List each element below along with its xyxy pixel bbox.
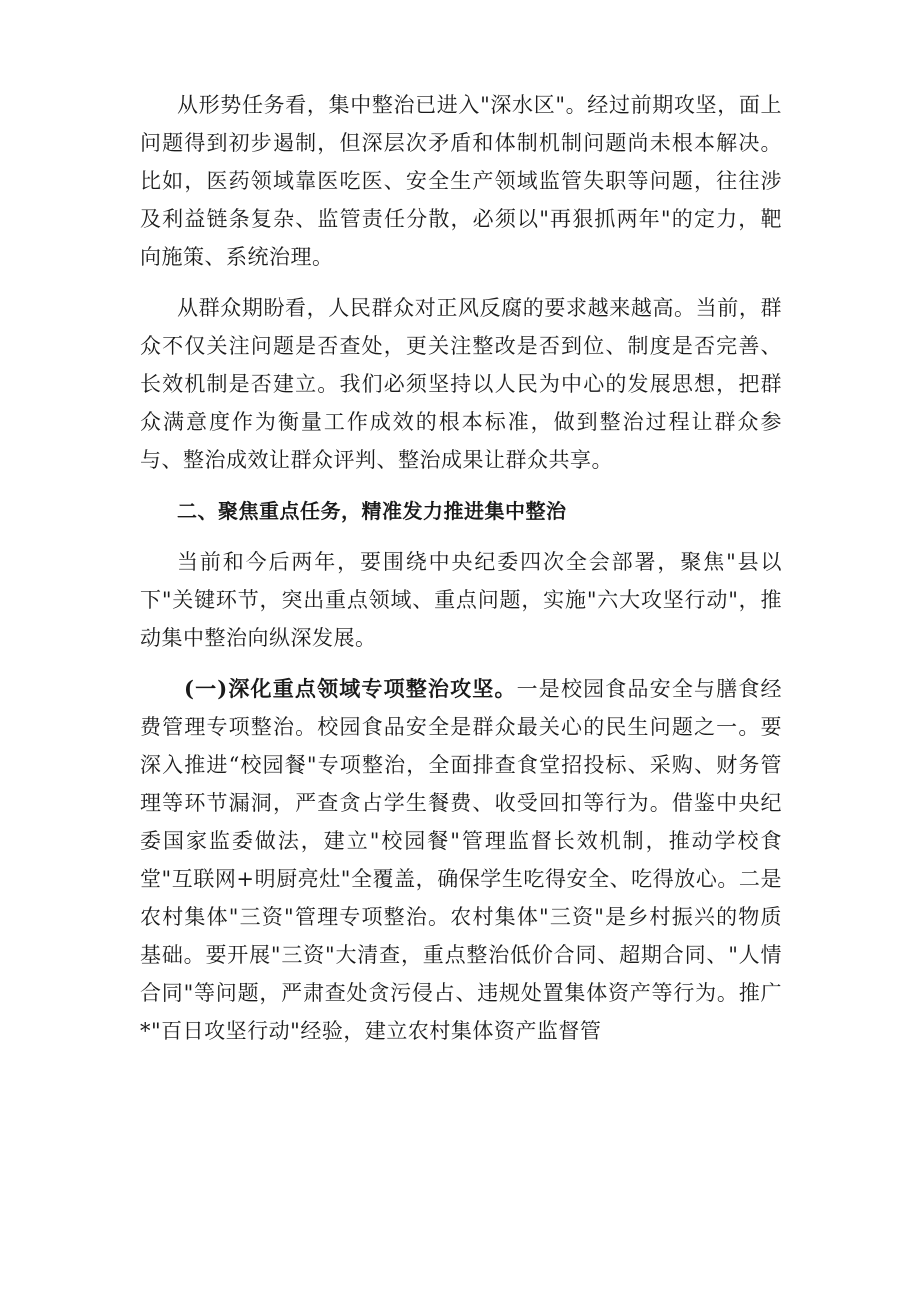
subsection-paragraph	[140, 670, 782, 1050]
document-page	[140, 86, 782, 1050]
subsection-body: 一是校园食品安全与膳食经费管理专项整治。校园食品安全是群众最关心的民生问题之一。要深入推进“校园餐"专项整治，全面排查食堂招投标、采购、财务管理等环节漏洞，严查贪占学生餐费、收受回扣等行为。借鉴中央纪委国家监委做法，建立"校园餐"管理监督长效机制，推动学校食堂"互联网+明厨亮灶"全覆盖，确保学生吃得安全、吃得放心。二是农村集体"三资"管理专项整治。农村集体"三资"是乡村振兴的物质基础。要开展"三资"大清查，重点整治低价合同、超期合同、"人情合同"等问题，严肃查处贪污侵占、违规处置集体资产等行为。推广*"百日攻坚行动"经验，建立农村集体资产监督管	[140, 677, 783, 1043]
section-heading: 二、聚焦重点任务，精准发力推进集中整治	[177, 499, 567, 523]
paragraph-public-expectation: 从群众期盼看，人民群众对正风反腐的要求越来越高。当前，群众不仅关注问题是否查处，更关注整改是否到位、制度是否完善、长效机制是否建立。我们必须坚持以人民为中心的发展思想，把群众满意度作为衡量工作成效的根本标准，做到整治过程让群众参与、整治成效让群众评判、整治成果让群众共享。	[140, 296, 782, 472]
paragraph-next-two-years: 当前和今后两年，要围绕中央纪委四次全会部署，聚焦"县以下"关键环节，突出重点领域、重点问题，实施"六大攻坚行动"，推动集中整治向纵深发展。	[140, 550, 782, 650]
subsection-lead: (一)深化重点领域专项整治攻坚。	[184, 676, 517, 701]
paragraph-situation: 从形势任务看，集中整治已进入"深水区"。经过前期攻坚，面上问题得到初步遏制，但深层次矛盾和体制机制问题尚未根本解决。比如，医药领域靠医吃医、安全生产领域监管失职等问题，往往涉及利益链条复杂、监管责任分散，必须以"再狠抓两年"的定力，靶向施策、系统治理。	[140, 93, 782, 269]
